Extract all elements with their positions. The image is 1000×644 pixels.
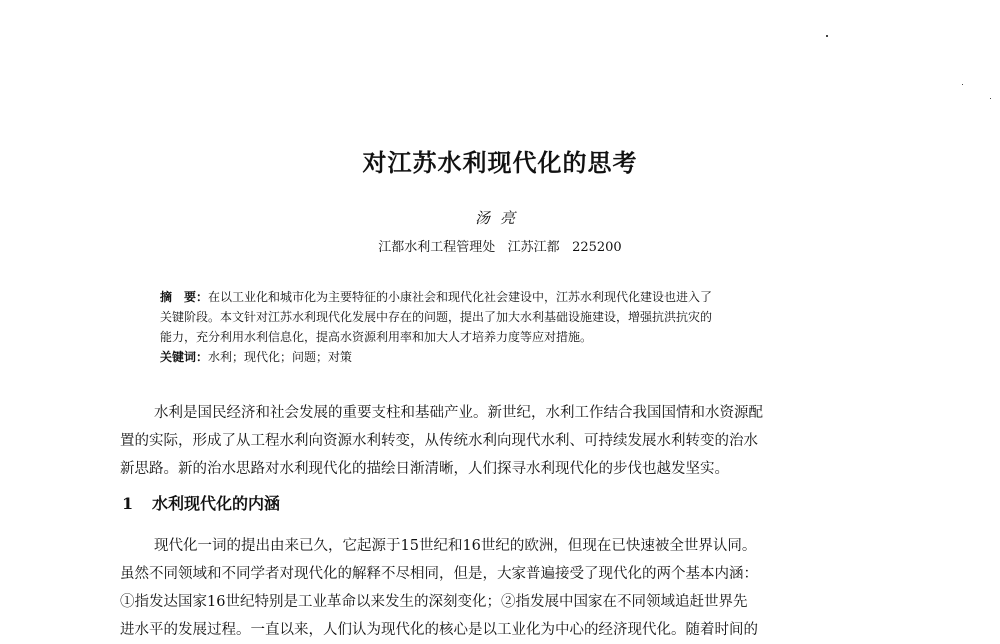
keywords-text: 水利；现代化；问题；对策 xyxy=(208,350,353,364)
abstract-line xyxy=(160,287,880,307)
section-title: 水利现代化的内涵 xyxy=(152,494,281,513)
abstract-line: 能力，充分利用水利信息化，提高水资源利用率和加大人才培养力度等应对措施。 xyxy=(160,330,593,344)
paragraph-line: 新思路。新的治水思路对水利现代化的描绘日渐清晰，人们探寻水利现代化的步伐也越发坚实。 xyxy=(120,461,729,477)
paragraph-line: 进水平的发展过程。一直以来，人们认为现代化的核心是以工业化为中心的经济现代化。随着时间的 xyxy=(120,622,758,638)
abstract-label: 摘 要： xyxy=(160,290,209,304)
section-number: 1 xyxy=(122,494,134,513)
paragraph-line: 虽然不同领域和不同学者对现代化的解释不尽相同，但是，大家普遍接受了现代化的两个基本内涵： xyxy=(120,566,758,582)
keywords-line xyxy=(160,347,880,367)
paragraph-line: 置的实际，形成了从工程水利向资源水利转变，从传统水利向现代水利、可持续发展水利转变的治水 xyxy=(120,433,758,449)
author-name: 汤亮 xyxy=(474,209,525,227)
abstract-block xyxy=(160,287,880,367)
abstract-line: 关键阶段。本文针对江苏水利现代化发展中存在的问题，提出了加大水利基础设施建设，增强抗洪抗灾的 xyxy=(160,310,713,324)
author-affiliation: 江都水利工程管理处 江苏江都 225200 xyxy=(378,240,622,255)
scan-speck xyxy=(826,35,828,37)
keywords-label: 关键词： xyxy=(160,350,209,364)
section-heading xyxy=(122,491,280,514)
intro-paragraph xyxy=(120,399,920,483)
section-paragraph xyxy=(120,532,920,644)
scan-speck xyxy=(990,98,991,99)
scan-speck xyxy=(962,84,963,85)
paragraph-line: 水利是国民经济和社会发展的重要支柱和基础产业。新世纪，水利工作结合我国国情和水资源配 xyxy=(154,405,763,421)
abstract-text: 在以工业化和城市化为主要特征的小康社会和现代化社会建设中，江苏水利现代化建设也进入了 xyxy=(208,290,713,304)
paper-title: 对江苏水利现代化的思考 xyxy=(362,149,638,177)
paragraph-line: ①指发达国家16世纪特别是工业革命以来发生的深刻变化；②指发展中国家在不同领域追赶世界先 xyxy=(120,594,748,610)
paragraph-line: 现代化一词的提出由来已久，它起源于15世纪和16世纪的欧洲，但现在已快速被全世界认同。 xyxy=(154,538,757,554)
